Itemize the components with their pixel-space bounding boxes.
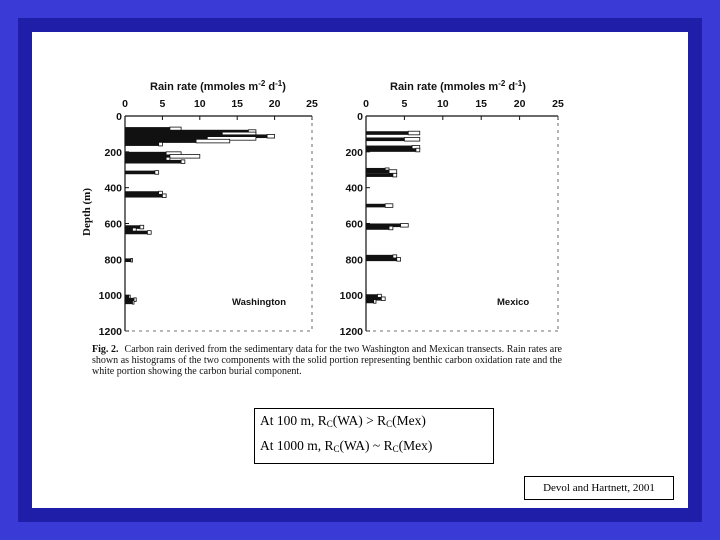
bar-white xyxy=(397,258,401,262)
figure-caption xyxy=(92,344,562,377)
bar-solid xyxy=(125,231,147,235)
y-tick-label: 200 xyxy=(104,146,122,159)
y-axis-label: Depth (m) xyxy=(81,188,93,236)
bar-solid xyxy=(125,142,159,146)
y-tick-label: 0 xyxy=(357,111,363,123)
bar-white xyxy=(162,194,166,198)
bar-white xyxy=(416,148,420,152)
y-tick-label: 400 xyxy=(345,182,363,195)
bar-solid xyxy=(366,258,397,262)
axis-title-sup: -2 xyxy=(258,79,266,88)
bar-white xyxy=(267,134,274,138)
bar-white xyxy=(147,231,151,235)
bar-white xyxy=(140,225,144,229)
y-tick-label: 1000 xyxy=(339,290,363,303)
bar-white xyxy=(131,258,132,262)
caption-text: Carbon rain derived from the sedimentary data for the two Washington and Mexican transects. Rain rates are shown as histograms of the two components with the solid portion representing benthic carbon oxidation rate and the white portion showing the carbon burial component. xyxy=(92,344,562,377)
note-100m: At 100 m, $R_C(WA) > R_C(Mex)$ xyxy=(260,413,426,429)
bar-solid xyxy=(366,137,404,141)
axis-title-sup: -1 xyxy=(515,79,523,88)
bar-white xyxy=(181,160,185,164)
bar-solid xyxy=(366,300,374,304)
bar-white xyxy=(389,170,397,174)
comparison-notes-box xyxy=(254,408,494,464)
bar-white xyxy=(408,131,420,135)
axis-title xyxy=(150,79,286,93)
note-1000m: At 1000 m, $R_C(WA)$ ~ $R_C(Mex)$ xyxy=(260,438,433,454)
bar-white xyxy=(393,173,397,177)
x-tick-label: 20 xyxy=(268,98,281,110)
bar-white xyxy=(159,142,163,146)
axis-title-part: ) xyxy=(282,81,286,93)
x-tick-label: 25 xyxy=(552,98,564,110)
citation-box: Devol and Hartnett, 2001 xyxy=(524,476,674,500)
bar-solid xyxy=(366,170,389,174)
x-tick-label: 15 xyxy=(231,98,244,110)
x-tick-label: 0 xyxy=(122,98,128,110)
bar-white xyxy=(132,301,133,305)
bar-white xyxy=(374,300,376,304)
site-label: Washington xyxy=(232,297,286,308)
y-tick-label: 600 xyxy=(345,218,363,231)
bar-white xyxy=(401,223,409,227)
bar-white xyxy=(385,204,393,208)
y-tick-label: 1000 xyxy=(98,290,122,303)
bar-white xyxy=(381,297,385,301)
bar-white xyxy=(170,155,200,159)
bar-solid xyxy=(125,160,181,164)
bar-solid xyxy=(366,204,385,208)
x-tick-label: 5 xyxy=(159,98,166,110)
bar-white xyxy=(196,139,230,143)
y-tick-label: 800 xyxy=(104,254,122,267)
site-label: Mexico xyxy=(497,297,530,308)
axis-title-part: d xyxy=(265,81,276,93)
bar-white xyxy=(389,226,393,230)
x-tick-label: 20 xyxy=(513,98,526,110)
bar-white xyxy=(155,171,159,175)
bar-solid xyxy=(366,148,416,152)
bar-solid xyxy=(366,173,393,177)
axis-title-sup: -2 xyxy=(498,79,506,88)
bar-solid xyxy=(125,171,155,175)
y-tick-label: 800 xyxy=(345,254,363,267)
mexico-panel xyxy=(340,79,564,338)
bar-solid xyxy=(125,258,131,262)
axis-title-part: ) xyxy=(522,81,526,93)
axis-title-part: Rain rate (mmoles m xyxy=(390,81,499,93)
bar-solid xyxy=(366,226,389,230)
y-tick-label: 600 xyxy=(104,218,122,231)
x-tick-label: 0 xyxy=(363,98,369,110)
caption-label: Fig. 2. xyxy=(92,344,119,355)
axis-title-part: Rain rate (mmoles m xyxy=(150,81,259,93)
x-tick-label: 10 xyxy=(193,98,206,110)
x-tick-label: 5 xyxy=(401,98,408,110)
y-tick-label: 1200 xyxy=(339,326,363,338)
y-tick-label: 1200 xyxy=(98,326,122,338)
y-tick-label: 200 xyxy=(345,146,363,159)
bar-white xyxy=(404,137,419,141)
axis-title xyxy=(390,79,526,93)
axis-title-sup: -1 xyxy=(275,79,283,88)
y-tick-label: 0 xyxy=(116,111,122,123)
x-tick-label: 10 xyxy=(436,98,449,110)
bar-solid xyxy=(125,301,132,305)
x-tick-label: 25 xyxy=(306,98,318,110)
axis-title-part: d xyxy=(505,81,516,93)
bar-solid xyxy=(366,131,408,135)
washington-panel xyxy=(81,79,318,338)
x-tick-label: 15 xyxy=(475,98,488,110)
bar-solid xyxy=(125,194,162,198)
y-tick-label: 400 xyxy=(104,182,122,195)
